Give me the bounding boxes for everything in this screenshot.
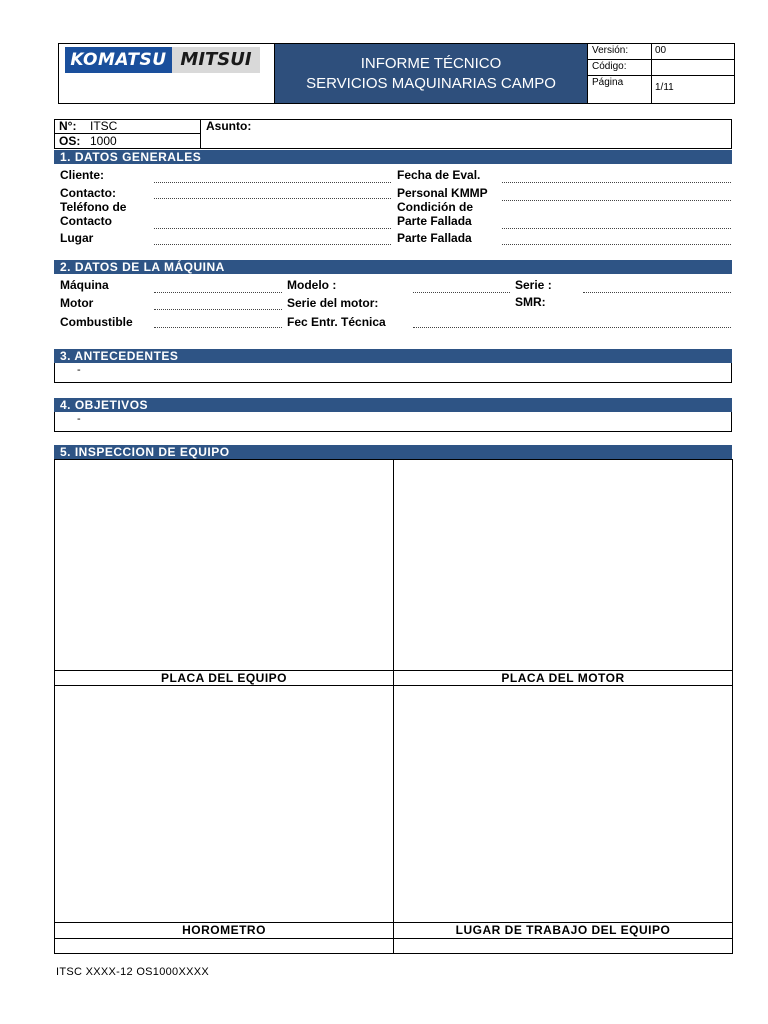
lugar-trabajo-caption: LUGAR DE TRABAJO DEL EQUIPO — [455, 923, 671, 937]
placa-motor-caption: PLACA DEL MOTOR — [501, 671, 625, 685]
meta-key: Versión: — [592, 45, 629, 56]
motor-field[interactable] — [154, 309, 282, 310]
meta-value: 1/11 — [655, 82, 674, 93]
personal-field[interactable] — [502, 200, 731, 201]
horometro-caption: HOROMETRO — [182, 923, 266, 937]
combustible-label: Combustible — [60, 315, 133, 329]
mitsui-logo: MITSUI — [172, 47, 260, 73]
meta-value: 00 — [655, 45, 667, 56]
telefono-label: Teléfono de — [60, 200, 127, 214]
antecedentes-box[interactable] — [54, 363, 732, 383]
parte-fallada-label-1: Parte Fallada — [397, 214, 472, 228]
fec-entr-field[interactable] — [413, 327, 731, 328]
meta-key: Código: — [592, 61, 627, 72]
meta-row-version — [588, 44, 734, 60]
combustible-field[interactable] — [154, 327, 282, 328]
meta-key: Página — [592, 77, 624, 88]
section-1-header: 1. DATOS GENERALES — [54, 150, 732, 164]
telefono-field[interactable] — [154, 228, 391, 229]
no-value: ITSC — [90, 119, 118, 133]
antecedentes-content: - — [77, 364, 81, 376]
meta-divider — [651, 44, 652, 103]
objetivos-content: - — [77, 413, 81, 425]
document-title — [274, 44, 588, 103]
parte-fallada-field[interactable] — [502, 244, 731, 245]
asunto-label: Asunto: — [206, 119, 252, 133]
cliente-field[interactable] — [154, 182, 391, 183]
cliente-label: Cliente: — [60, 168, 105, 182]
os-label: OS: — [59, 134, 81, 148]
motor-label: Motor — [60, 296, 94, 310]
lugar-label: Lugar — [60, 231, 94, 245]
personal-label: Personal KMMP — [397, 186, 488, 200]
objetivos-box[interactable] — [54, 412, 732, 432]
section-2-header: 2. DATOS DE LA MÁQUINA — [54, 260, 732, 274]
section-3-header: 3. ANTECEDENTES — [54, 349, 732, 363]
no-label: N°: — [59, 119, 77, 133]
os-value: 1000 — [90, 134, 117, 148]
horometro-photo-area[interactable] — [55, 686, 392, 921]
contacto-field[interactable] — [154, 198, 391, 199]
fecha-eval-label: Fecha de Eval. — [397, 168, 481, 182]
footer-code: ITSC XXXX-12 OS1000XXXX — [56, 966, 210, 978]
serie-field[interactable] — [583, 292, 731, 293]
fec-entr-label: Fec Entr. Técnica — [287, 315, 386, 329]
id-box — [54, 119, 732, 149]
grid-hline-4 — [54, 938, 733, 939]
placa-equipo-caption: PLACA DEL EQUIPO — [160, 671, 287, 685]
lugar-field[interactable] — [154, 244, 391, 245]
parte-fallada-label-2: Parte Fallada — [397, 231, 472, 245]
telefono-label-2: Contacto — [60, 214, 112, 228]
section-5-header: 5. INSPECCION DE EQUIPO — [54, 445, 732, 459]
title-line-1: INFORME TÉCNICO — [360, 54, 502, 72]
meta-row-code — [588, 60, 734, 76]
meta-row-page — [588, 76, 734, 103]
modelo-label: Modelo : — [287, 278, 337, 292]
modelo-field[interactable] — [413, 292, 510, 293]
serie-label: Serie : — [515, 278, 552, 292]
placa-equipo-photo-area[interactable] — [55, 460, 392, 669]
lugar-trabajo-photo-area[interactable] — [394, 686, 732, 921]
maquina-label: Máquina — [60, 278, 109, 292]
condicion-label: Condición de — [397, 200, 473, 214]
placa-motor-photo-area[interactable] — [394, 460, 732, 669]
section-4-header: 4. OBJETIVOS — [54, 398, 732, 412]
condicion-field[interactable] — [502, 228, 731, 229]
fecha-eval-field[interactable] — [502, 182, 731, 183]
smr-label: SMR: — [515, 295, 546, 309]
serie-motor-label: Serie del motor: — [287, 296, 379, 310]
id-divider — [200, 119, 201, 149]
komatsu-logo: KOMATSU — [65, 47, 172, 73]
contacto-label: Contacto: — [60, 186, 116, 200]
maquina-field[interactable] — [154, 292, 282, 293]
meta-grid — [588, 44, 734, 103]
title-line-2: SERVICIOS MAQUINARIAS CAMPO — [306, 74, 556, 92]
